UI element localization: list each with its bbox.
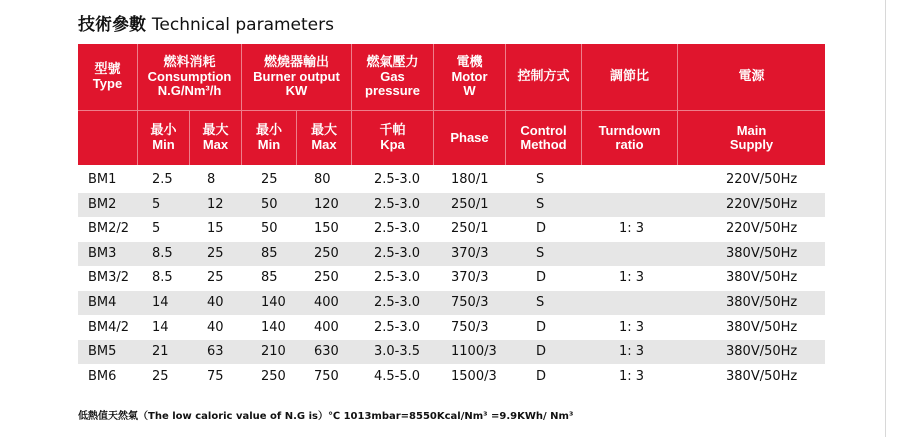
cell-cmax: 40 [207,319,224,335]
header-motor [434,44,506,110]
cell-cmax: 25 [207,270,224,286]
cell-cmin: 25 [152,368,169,384]
page-divider [885,0,886,437]
cell-cmax: 40 [207,295,224,310]
cell-cmax: 12 [207,196,224,212]
cell-bmax: 150 [314,221,339,237]
cell-supply: 220V/50Hz [726,172,798,187]
cell-turndown: 1: 3 [619,368,645,384]
cell-turndown: 1: 3 [619,221,645,237]
header-motor-en: Motor [451,69,488,84]
cell-bmax: 630 [314,344,339,360]
table-row [78,316,825,340]
cell-bmax: 250 [314,270,339,286]
header-gas-en: Gas [380,69,405,84]
header-burner-unit: KW [285,83,308,98]
table-row [78,217,825,241]
header-gas-en2: pressure [365,83,420,98]
header-control-zh: 控制方式 [517,69,570,84]
header-burner-max-en: Max [311,137,337,152]
header-cons-max [190,110,242,165]
title-zh: 技術參數 [78,15,146,35]
cell-control: D [536,368,547,384]
cell-cmin: 14 [152,319,169,335]
cell-phase: 250/1 [451,221,489,237]
cell-phase: 750/3 [451,319,489,335]
header-supply-en-2: Supply [729,137,774,152]
header-cons-max-zh: 最大 [202,123,229,138]
header-consumption [138,44,242,110]
cell-kpa: 4.5-5.0 [374,368,421,384]
header-cons-max-en: Max [202,137,229,152]
cell-bmax: 400 [314,295,339,310]
header-type-sub [78,110,138,165]
cell-kpa: 2.5-3.0 [374,295,421,310]
cell-cmax: 8 [207,172,216,187]
cell-control: S [536,295,545,310]
header-type-en: Type [92,76,123,91]
cell-control: D [536,319,547,335]
cell-control: D [536,344,547,360]
table-row [78,340,825,364]
header-consumption-zh: 燃料消耗 [163,55,216,70]
cell-phase: 370/3 [451,245,489,261]
cell-type: BM4/2 [88,319,130,335]
cell-bmin: 50 [261,221,278,237]
cell-type: BM3/2 [88,270,130,286]
header-control-en-2: Method [520,137,567,152]
cell-control: D [536,270,547,286]
cell-bmax: 80 [314,172,331,187]
cell-cmin: 2.5 [152,172,173,187]
cell-cmin: 21 [152,344,169,360]
title-en: Technical parameters [151,15,334,35]
header-kpa-en: Kpa [380,137,405,152]
cell-turndown: 1: 3 [619,344,645,360]
cell-cmax: 75 [207,368,224,384]
cell-kpa: 2.5-3.0 [374,245,421,261]
cell-supply: 380V/50Hz [726,368,798,384]
header-type-zh: 型號 [94,62,121,77]
cell-cmin: 14 [152,295,169,310]
cell-bmin: 85 [261,270,278,286]
cell-phase: 250/1 [451,196,489,212]
header-burner-min [242,110,297,165]
cell-phase: 1500/3 [451,368,497,384]
header-gas-pressure [352,44,434,110]
cell-phase: 1100/3 [451,344,497,360]
header-cons-min-zh: 最小 [150,123,177,138]
cell-cmin: 8.5 [152,245,173,261]
cell-kpa: 3.0-3.5 [374,344,421,360]
header-turndown-en-2: ratio [615,137,644,152]
cell-type: BM5 [88,344,117,360]
header-control-en [506,110,582,165]
cell-type: BM3 [88,245,117,261]
cell-bmin: 140 [261,295,286,310]
cell-kpa: 2.5-3.0 [374,221,421,237]
cell-turndown: 1: 3 [619,319,645,335]
header-control-en-1: Control [520,123,567,138]
cell-cmin: 8.5 [152,270,173,286]
cell-control: S [536,245,545,261]
header-turndown-zh: 調節比 [609,69,649,84]
cell-type: BM1 [88,172,117,187]
header-gas-zh: 燃氣壓力 [366,55,419,70]
cell-control: S [536,196,545,212]
cell-bmin: 210 [261,344,286,360]
header-supply-zh: 電源 [738,69,765,84]
footnote: 低熱值天然氣（The low caloric value of N.G is）℃ 1013mbar=8550Kcal/Nm³ =9.9KWh/ Nm³ [78,411,574,422]
header-turndown [582,44,678,110]
cell-type: BM6 [88,368,117,384]
cell-bmax: 250 [314,245,339,261]
cell-supply: 380V/50Hz [726,295,798,310]
cell-cmin: 5 [152,221,161,237]
cell-type: BM2/2 [88,221,130,237]
header-supply [678,44,825,110]
cell-cmax: 63 [207,344,224,360]
table-row [78,242,825,266]
header-burner-max-zh: 最大 [310,123,337,138]
cell-bmax: 400 [314,319,339,335]
header-phase-en: Phase [450,130,489,145]
cell-kpa: 2.5-3.0 [374,319,421,335]
cell-control: S [536,172,545,187]
header-consumption-en: Consumption [147,69,232,84]
header-kpa-zh: 千帕 [379,123,406,138]
cell-bmin: 50 [261,196,278,212]
header-type [78,44,138,110]
cell-phase: 370/3 [451,270,489,286]
header-control [506,44,582,110]
cell-supply: 380V/50Hz [726,344,798,360]
header-motor-zh: 電機 [456,55,483,70]
table-row [78,365,825,389]
table-row [78,193,825,217]
cell-supply: 380V/50Hz [726,245,798,261]
cell-phase: 750/3 [451,295,489,310]
cell-kpa: 2.5-3.0 [374,172,421,187]
cell-kpa: 2.5-3.0 [374,270,421,286]
cell-bmax: 120 [314,196,339,212]
header-burner-min-en: Min [257,137,281,152]
cell-bmin: 140 [261,319,286,335]
table-row [78,291,825,315]
cell-supply: 220V/50Hz [726,221,798,237]
page-title [78,10,334,35]
header-motor-unit: W [463,83,476,98]
header-burner-min-zh: 最小 [255,123,282,138]
cell-cmin: 5 [152,196,161,212]
cell-type: BM4 [88,295,117,310]
cell-kpa: 2.5-3.0 [374,196,421,212]
cell-bmax: 750 [314,368,339,384]
header-cons-min [138,110,190,165]
cell-supply: 380V/50Hz [726,270,798,286]
cell-phase: 180/1 [451,172,489,187]
cell-bmin: 250 [261,368,286,384]
header-supply-en [678,110,825,165]
header-consumption-unit: N.G/Nm³/h [157,83,222,98]
header-supply-en-1: Main [736,123,767,138]
header-turndown-en [582,110,678,165]
header-kpa [352,110,434,165]
cell-bmin: 25 [261,172,278,187]
header-burner-output [242,44,352,110]
cell-supply: 380V/50Hz [726,319,798,335]
cell-type: BM2 [88,196,117,212]
header-burner-en: Burner output [253,69,340,84]
cell-turndown: 1: 3 [619,270,645,286]
header-cons-min-en: Min [152,137,175,152]
cell-control: D [536,221,547,237]
header-turndown-en-1: Turndown [598,123,661,138]
header-burner-zh: 燃燒器輸出 [263,55,329,70]
cell-cmax: 25 [207,245,224,261]
table-row [78,266,825,290]
header-phase [434,110,506,165]
header-burner-max [297,110,352,165]
table-row [78,168,825,192]
cell-bmin: 85 [261,245,278,261]
cell-cmax: 15 [207,221,224,237]
cell-supply: 220V/50Hz [726,196,798,212]
